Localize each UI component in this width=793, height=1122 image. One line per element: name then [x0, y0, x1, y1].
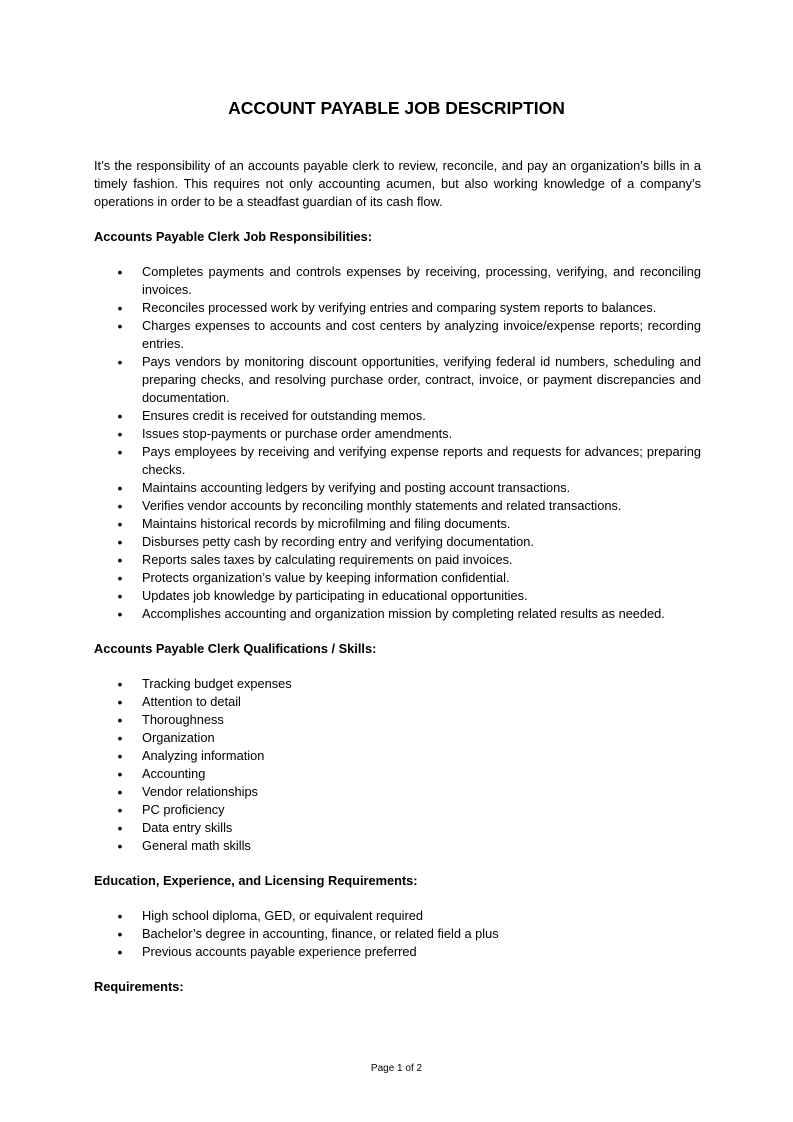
bullet-icon — [115, 263, 125, 282]
list-item-text: Updates job knowledge by participating in educational opportunities. — [142, 588, 528, 603]
list-item — [94, 587, 701, 605]
bullet-icon — [115, 479, 125, 498]
list-item — [94, 317, 701, 353]
bullet-icon — [115, 569, 125, 588]
list-item — [94, 263, 701, 299]
document-title: ACCOUNT PAYABLE JOB DESCRIPTION — [228, 98, 565, 118]
list-item — [94, 747, 701, 765]
list-item-text: Data entry skills — [142, 820, 233, 835]
list-item-text: Maintains historical records by microfilming and filing documents. — [142, 516, 511, 531]
list-item — [94, 837, 701, 855]
list-item — [94, 943, 701, 961]
list-item-text: Issues stop-payments or purchase order amendments. — [142, 426, 453, 441]
bullet-icon — [115, 533, 125, 552]
bullet-icon — [115, 907, 125, 926]
page-footer: Page 1 of 2 — [370, 1063, 423, 1074]
bullet-icon — [115, 925, 125, 944]
bullet-icon — [115, 353, 125, 372]
bullet-icon — [115, 801, 125, 820]
list-item — [94, 925, 701, 943]
bullet-icon — [115, 497, 125, 516]
list-item-text: Vendor relationships — [142, 784, 258, 799]
list-item-text: General math skills — [142, 838, 251, 853]
section-heading: Accounts Payable Clerk Job Responsibilities: — [94, 229, 373, 244]
list-item-text: Maintains accounting ledgers by verifying and posting account transactions. — [142, 480, 571, 495]
bullet-icon — [115, 407, 125, 426]
list-item-text: Reconciles processed work by verifying entries and comparing system reports to balances. — [142, 300, 657, 315]
list-item — [94, 299, 701, 317]
bullet-icon — [115, 693, 125, 712]
list-item-text: Verifies vendor accounts by reconciling monthly statements and related transactions. — [142, 498, 622, 513]
list-item — [94, 819, 701, 837]
list-item-text: Reports sales taxes by calculating requirements on paid invoices. — [142, 552, 513, 567]
list-item — [94, 479, 701, 497]
bullet-icon — [115, 587, 125, 606]
list-item-text: Previous accounts payable experience preferred — [142, 944, 417, 959]
bullet-icon — [115, 317, 125, 336]
list-item — [94, 533, 701, 551]
list-item — [94, 353, 701, 407]
section-heading: Accounts Payable Clerk Qualifications / Skills: — [94, 641, 377, 656]
bullet-icon — [115, 765, 125, 784]
list-item-text: Accomplishes accounting and organization mission by completing related results as needed. — [142, 606, 665, 621]
list-item-text: Disburses petty cash by recording entry and verifying documentation. — [142, 534, 534, 549]
section-heading: Education, Experience, and Licensing Requirements: — [94, 873, 418, 888]
bullet-icon — [115, 711, 125, 730]
bullet-icon — [115, 943, 125, 962]
list-item-text: High school diploma, GED, or equivalent required — [142, 908, 423, 923]
bullet-icon — [115, 299, 125, 318]
list-item — [94, 605, 701, 623]
sections-container — [94, 211, 701, 996]
bullet-icon — [115, 515, 125, 534]
list-item-text: Organization — [142, 730, 215, 745]
bullet-icon — [115, 675, 125, 694]
list-item-text: Pays vendors by monitoring discount opportunities, verifying federal id numbers, scheduling and preparing checks, and resolving purchase order, contract, invoice, or payment discrepancies and documentation. — [142, 354, 701, 405]
bullet-icon — [115, 443, 125, 462]
list-item-text: Completes payments and controls expenses by receiving, processing, verifying, and reconciling invoices. — [142, 264, 701, 297]
list-item-text: Attention to detail — [142, 694, 241, 709]
bullet-icon — [115, 605, 125, 624]
bullet-list — [94, 890, 701, 961]
bullet-icon — [115, 551, 125, 570]
list-item-text: Charges expenses to accounts and cost centers by analyzing invoice/expense reports; recording entries. — [142, 318, 701, 351]
list-item — [94, 407, 701, 425]
bullet-icon — [115, 783, 125, 802]
list-item-text: PC proficiency — [142, 802, 225, 817]
bullet-icon — [115, 819, 125, 838]
list-item — [94, 729, 701, 747]
list-item — [94, 711, 701, 729]
bullet-icon — [115, 837, 125, 856]
bullet-icon — [115, 425, 125, 444]
list-item — [94, 497, 701, 515]
list-item-text: Accounting — [142, 766, 206, 781]
list-item — [94, 675, 701, 693]
list-item — [94, 569, 701, 587]
bullet-icon — [115, 729, 125, 748]
list-item — [94, 801, 701, 819]
document-body — [94, 157, 701, 996]
list-item — [94, 907, 701, 925]
bullet-icon — [115, 747, 125, 766]
list-item-text: Pays employees by receiving and verifying expense reports and requests for advances; preparing checks. — [142, 444, 701, 477]
list-item — [94, 783, 701, 801]
list-item-text: Thoroughness — [142, 712, 224, 727]
list-item — [94, 425, 701, 443]
bullet-list — [94, 246, 701, 623]
list-item — [94, 765, 701, 783]
list-item — [94, 551, 701, 569]
section-heading: Requirements: — [94, 979, 184, 994]
list-item-text: Analyzing information — [142, 748, 265, 763]
intro-paragraph: It’s the responsibility of an accounts payable clerk to review, reconcile, and pay an organization’s bills in a timely fashion. This requires not only accounting acumen, but also working knowledge of a company’s operations in order to be a steadfast guardian of its cash flow. — [94, 158, 701, 209]
list-item-text: Bachelor’s degree in accounting, finance, or related field a plus — [142, 926, 499, 941]
list-item — [94, 693, 701, 711]
list-item-text: Tracking budget expenses — [142, 676, 292, 691]
list-item-text: Protects organization’s value by keeping information confidential. — [142, 570, 510, 585]
list-item — [94, 515, 701, 533]
list-item-text: Ensures credit is received for outstanding memos. — [142, 408, 426, 423]
list-item — [94, 443, 701, 479]
bullet-list — [94, 658, 701, 855]
